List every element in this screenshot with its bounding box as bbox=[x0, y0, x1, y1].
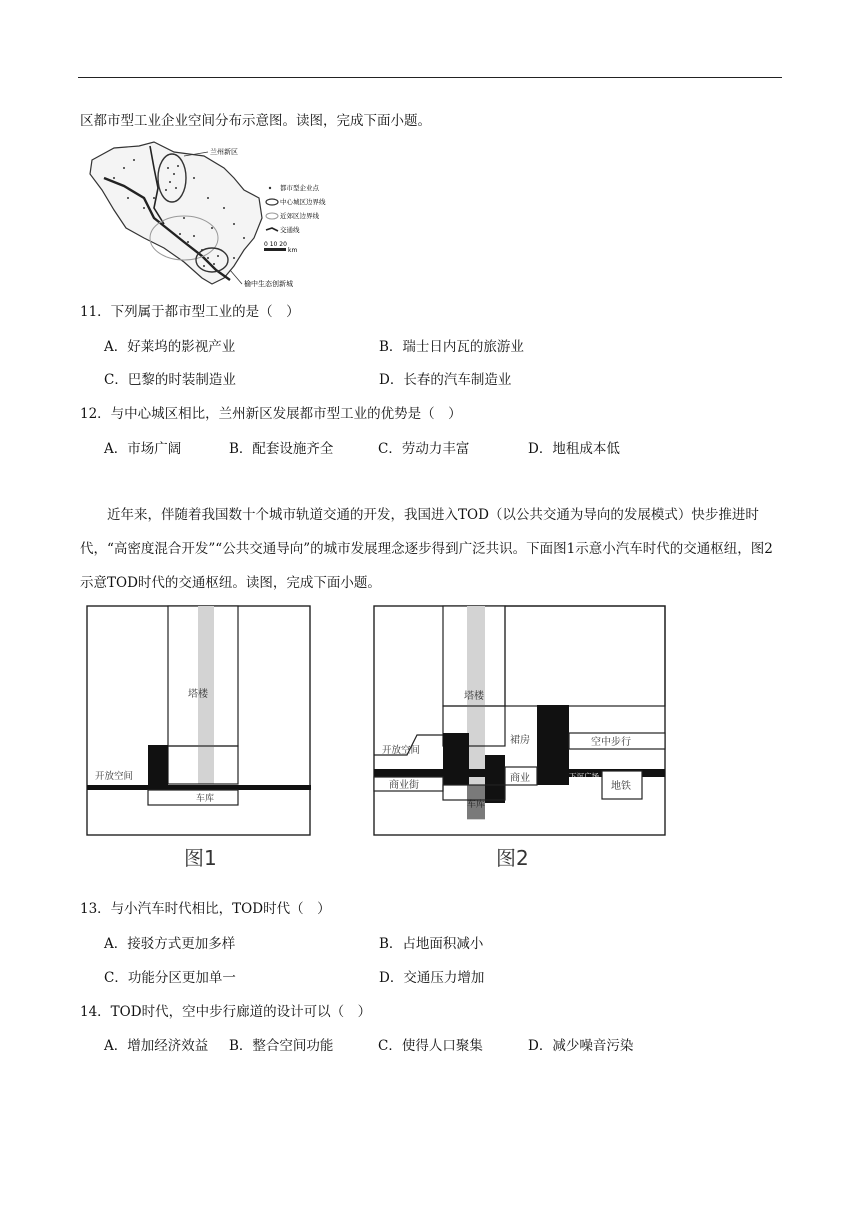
tod-intro-paragraph: 近年来，伴随着我国数十个城市轨道交通的开发，我国进入TOD（以公共交通为导向的发展模式）快步推进时代，“高密度混合开发”“公共交通导向”的城市发展理念逐步得到广泛共识。下面图1示意小汽车时代的交通枢纽，图2示意TOD时代的交通枢纽。读图，完成下面小题。 bbox=[80, 507, 773, 591]
fig2-skywalk-label: 空中步行 bbox=[591, 737, 631, 748]
map-label-bottom: 榆中生态创新城 bbox=[244, 280, 293, 288]
q12-stem: 12．与中心城区相比，兰州新区发展都市型工业的优势是（ ） bbox=[80, 406, 462, 422]
q13-option-a: A．接驳方式更加多样 bbox=[104, 936, 236, 952]
header-rule bbox=[78, 77, 782, 78]
intro-text: 区都市型工业企业空间分布示意图。读图，完成下面小题。 bbox=[80, 113, 431, 129]
fig2-black-left bbox=[443, 733, 469, 785]
fig1-tower-label: 塔楼 bbox=[188, 689, 208, 700]
q14-option-d: D．减少噪音污染 bbox=[528, 1038, 634, 1054]
q11-option-c: C．巴黎的时装制造业 bbox=[104, 372, 236, 388]
legend-dot-icon bbox=[269, 187, 271, 189]
q13-option-d: D．交通压力增加 bbox=[379, 970, 485, 986]
q11-stem: 11．下列属于都市型工业的是（ ） bbox=[80, 304, 300, 320]
figure-1 bbox=[86, 605, 312, 837]
map-outline bbox=[90, 142, 262, 284]
q11-option-b: B．瑞士日内瓦的旅游业 bbox=[379, 339, 524, 355]
q13-option-b: B．占地面积减小 bbox=[379, 936, 484, 952]
fig2-podium-label: 裙房 bbox=[510, 735, 530, 746]
fig1-road bbox=[87, 785, 311, 790]
q14-option-a: A．增加经济效益 bbox=[104, 1038, 209, 1054]
fig2-plaza-label: 下沉广场 bbox=[569, 772, 599, 781]
q13-option-c: C．功能分区更加单一 bbox=[104, 970, 236, 986]
q12-option-d: D．地租成本低 bbox=[528, 441, 620, 457]
scale-bar bbox=[264, 248, 286, 251]
legend-line-icon bbox=[266, 228, 278, 231]
fig2-commerce-label: 商业 bbox=[510, 773, 530, 784]
map-label-newarea: 兰州新区 bbox=[210, 148, 238, 156]
q11-option-d: D．长春的汽车制造业 bbox=[379, 372, 512, 388]
fig2-metro-label: 地铁 bbox=[611, 781, 631, 792]
legend-item: 都市型企业点 bbox=[280, 184, 319, 192]
q11-option-a: A．好莱坞的影视产业 bbox=[104, 339, 236, 355]
fig1-open-space-label: 开放空间 bbox=[95, 771, 134, 782]
fig2-garage-label: 车库 bbox=[467, 800, 486, 810]
q13-stem: 13．与小汽车时代相比，TOD时代（ ） bbox=[80, 901, 331, 917]
fig2-black-mid bbox=[485, 755, 505, 803]
fig2-tower-label: 塔楼 bbox=[464, 691, 484, 702]
fig2-open-space-label: 开放空间 bbox=[382, 745, 421, 756]
fig1-caption: 图1 bbox=[184, 846, 217, 870]
fig1-black-block bbox=[148, 745, 168, 785]
fig1-garage bbox=[148, 790, 238, 805]
fig2-caption: 图2 bbox=[496, 846, 529, 870]
q12-option-c: C．劳动力丰富 bbox=[378, 441, 470, 457]
legend-ellipse-light-icon bbox=[266, 213, 278, 219]
fig1-garage-label: 车库 bbox=[196, 794, 215, 804]
legend-item: 近郊区边界线 bbox=[280, 212, 319, 220]
scale-numbers: 0 10 20 bbox=[264, 241, 287, 248]
figure-2 bbox=[373, 605, 667, 837]
legend-ellipse-icon bbox=[266, 199, 278, 205]
lanzhou-map-figure bbox=[84, 138, 344, 288]
q14-option-b: B．整合空间功能 bbox=[229, 1038, 334, 1054]
scale-unit: km bbox=[288, 247, 298, 254]
legend-item: 中心城区边界线 bbox=[280, 198, 326, 206]
legend-item: 交通线 bbox=[280, 226, 300, 234]
q14-option-c: C．使得人口聚集 bbox=[378, 1038, 483, 1054]
fig2-street-label: 商业街 bbox=[389, 780, 419, 791]
q12-option-b: B．配套设施齐全 bbox=[229, 441, 334, 457]
q14-stem: 14．TOD时代，空中步行廊道的设计可以（ ） bbox=[80, 1004, 372, 1020]
q12-option-a: A．市场广阔 bbox=[104, 441, 182, 457]
